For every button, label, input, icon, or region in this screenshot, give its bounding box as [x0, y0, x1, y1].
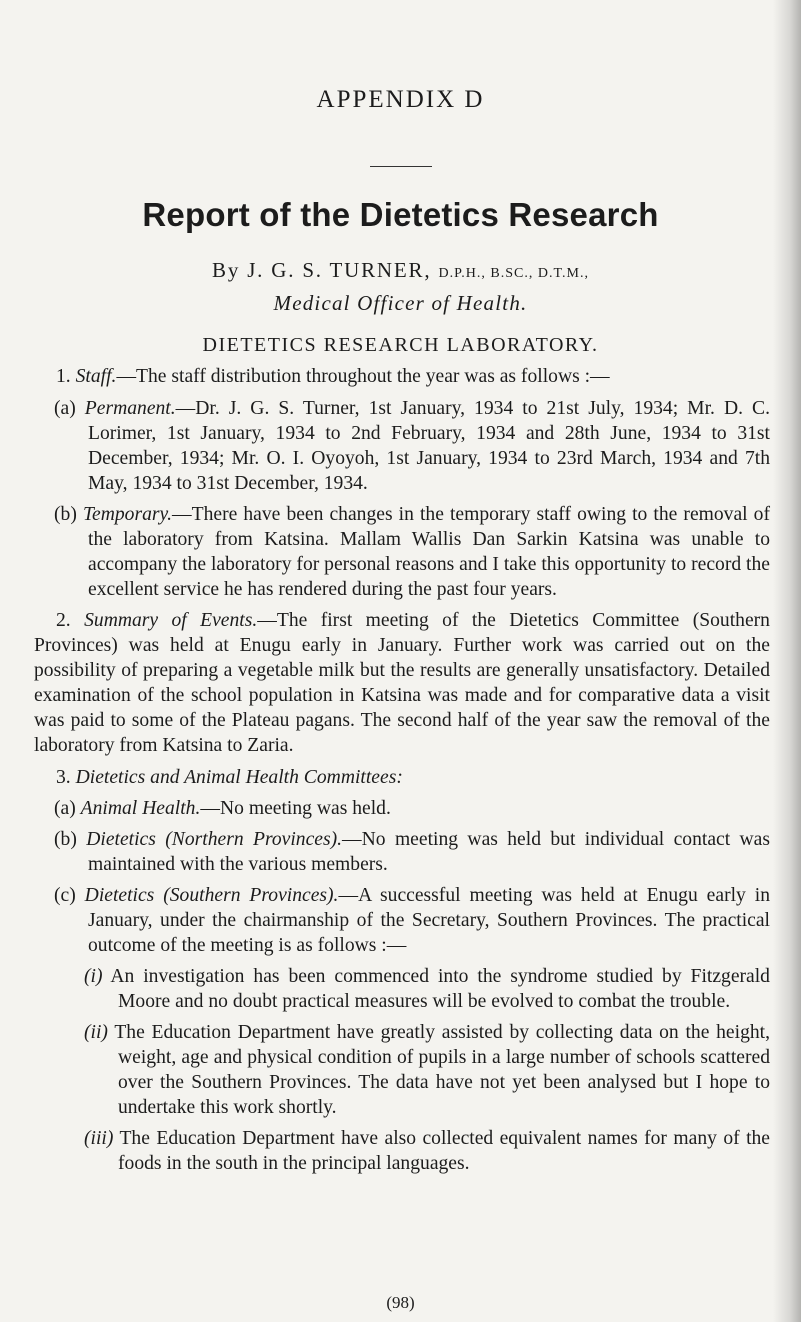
outcome-text: An investigation has been commenced into the syndrome studied by Fitzgerald Moore and no doubt practical measures will be evolved to combat the trouble.: [110, 966, 770, 1012]
section-number: 1.: [56, 366, 71, 387]
item-title: Dietetics (Southern Provinces).: [84, 885, 339, 906]
section-title: Summary of Events.: [84, 610, 258, 631]
item-title: Temporary.: [82, 504, 173, 525]
outcome-label: (i): [84, 966, 103, 987]
author-byline: [0, 258, 801, 283]
item-text: —No meeting was held.: [200, 798, 391, 819]
outcome-label: (ii): [84, 1022, 108, 1043]
item-title: Dietetics (Northern Provinces).: [86, 829, 343, 850]
committee-southern: [34, 883, 770, 958]
author-degrees: D.P.H., B.SC., D.T.M.,: [438, 266, 589, 281]
item-title: Animal Health.: [80, 798, 201, 819]
item-text: —There have been changes in the temporary staff owing to the removal of the laboratory from Katsina. Mallam Wallis Dan Sarkin Katsina was unable to accompany the laboratory for personal reasons and I take this opportunity to record the excellent service he has rendered during the past four years.: [88, 504, 770, 600]
section-title: Staff.: [75, 366, 117, 387]
item-title: Permanent.: [84, 398, 176, 419]
appendix-heading: APPENDIX D: [316, 86, 485, 113]
item-label: (a): [54, 798, 76, 819]
author-role: Medical Officer of Health.: [273, 291, 528, 315]
outcome-text: The Education Department have greatly assisted by collecting data on the height, weight, age and physical condition of pupils in a large number of schools scattered over the Southern Provinces. The data have not yet been analysed but I hope to undertake this work shortly.: [114, 1022, 771, 1118]
section-text: —The first meeting of the Dietetics Committee (Southern Provinces) was held at Enugu early in January. Further work was carried out on the possibility of preparing a vegetable milk but the results are generally unsatisfactory. Detailed examination of the school population in Katsina was made and for comparative data a visit was paid to some of the Plateau pagans. The second half of the year saw the removal of the laboratory from Katsina to Zaria.: [34, 610, 770, 756]
section-summary: [34, 608, 770, 758]
item-text: —Dr. J. G. S. Turner, 1st January, 1934 to 21st July, 1934; Mr. D. C. Lorimer, 1st January, 1934 to 2nd February, 1934 and 28th June, 1934 to 31st December, 1934; Mr. O. I. Oyoyoh, 1st January, 1934 to 23rd March, 1934 and 7th May, 1934 to 31st December, 1934.: [88, 398, 770, 494]
item-text: —No meeting was held but individual contact was maintained with the various members.: [88, 829, 770, 875]
item-label: (b): [54, 829, 77, 850]
committee-animal-health: [34, 796, 770, 821]
item-label: (a): [54, 398, 76, 419]
section-number: 2.: [56, 610, 71, 631]
divider-rule: [370, 166, 432, 167]
item-text: —A successful meeting was held at Enugu early in January, under the chairmanship of the Secretary, Southern Provinces. The practical outcome of the meeting is as follows :—: [88, 885, 770, 956]
committee-northern: [34, 827, 770, 877]
report-body: [34, 364, 770, 1182]
author-name: By J. G. S. TURNER,: [212, 258, 432, 282]
outcome-text: The Education Department have also collected equivalent names for many of the foods in the south in the principal languages.: [118, 1128, 771, 1174]
section-number: 3.: [56, 767, 71, 788]
outcome-label: (iii): [84, 1128, 114, 1149]
section-title: Dietetics and Animal Health Committees:: [75, 767, 403, 788]
report-title: Report of the Dietetics Research: [142, 196, 659, 233]
outcome-iii: [34, 1126, 770, 1176]
section-text: —The staff distribution throughout the year was as follows :—: [116, 366, 610, 387]
section-staff: [34, 364, 770, 389]
staff-temporary: [34, 502, 770, 602]
staff-permanent: [34, 396, 770, 496]
outcome-ii: [34, 1020, 770, 1120]
outcome-i: [34, 964, 770, 1014]
page-number: (98): [386, 1293, 415, 1312]
item-label: (b): [54, 504, 77, 525]
section-committees: [34, 765, 770, 790]
item-label: (c): [54, 885, 76, 906]
lab-heading: DIETETICS RESEARCH LABORATORY.: [202, 334, 599, 356]
